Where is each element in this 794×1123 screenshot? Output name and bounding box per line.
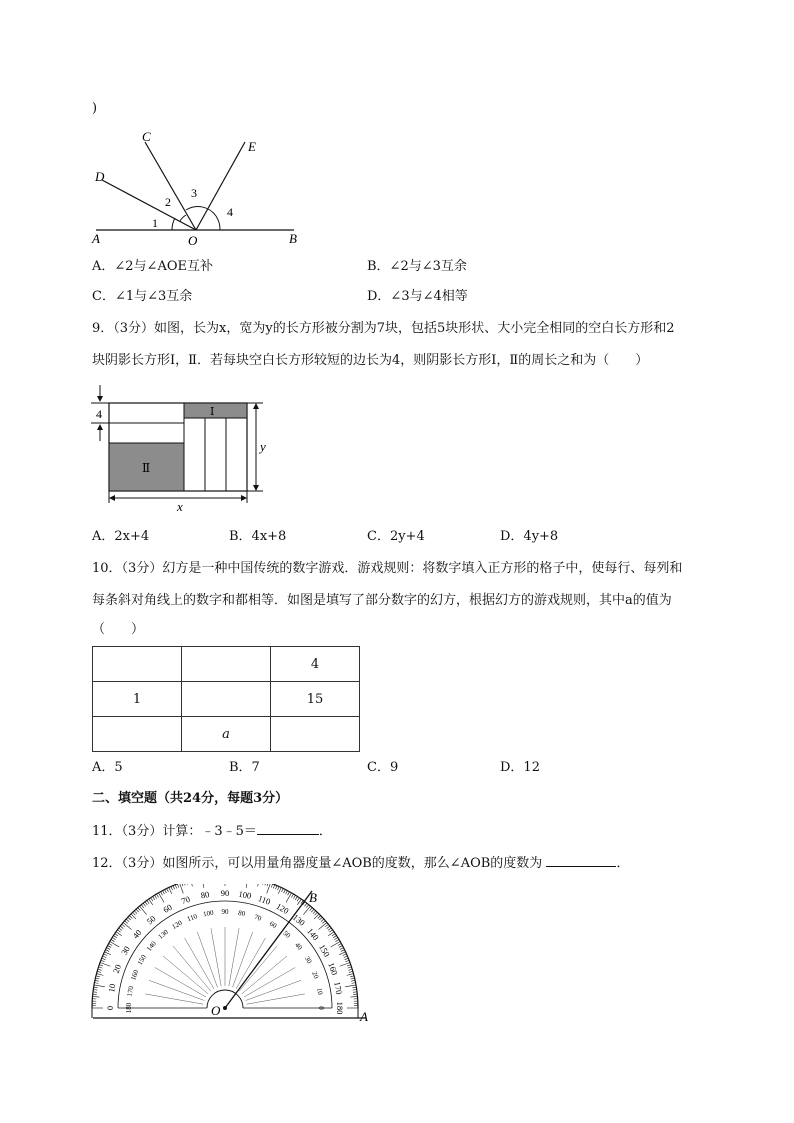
q9-option-a[interactable]: A．2x+4 [92, 529, 150, 544]
magic-cell [93, 717, 182, 752]
svg-text:110: 110 [185, 912, 199, 924]
label-C: C [142, 129, 151, 144]
svg-text:180: 180 [335, 1001, 345, 1015]
svg-text:10: 10 [314, 987, 325, 996]
table-row [93, 682, 360, 717]
q9-option-d[interactable]: D．4y+8 [500, 529, 559, 544]
q10-option-b[interactable]: B．7 [229, 760, 260, 775]
angle-label-4: 4 [227, 205, 233, 219]
q9-label-I: Ⅰ [210, 406, 215, 418]
label-A: A [92, 231, 100, 246]
q10-stem-line3: （ ） [92, 622, 145, 637]
label-B: B [289, 231, 297, 246]
svg-text:30: 30 [302, 954, 314, 966]
magic-cell: 15 [271, 682, 360, 717]
svg-text:70: 70 [179, 893, 192, 907]
q12-end: ． [616, 856, 630, 871]
magic-cell [271, 717, 360, 752]
q12-text: 12．（3分）如图所示，可以用量角器度量∠AOB的度数，那么∠AOB的度数为 [92, 856, 543, 871]
svg-text:140: 140 [305, 925, 322, 943]
label-O: O [188, 233, 198, 248]
q8-continuation: ) [92, 101, 98, 116]
q8-option-b[interactable]: B．∠2与∠3互余 [367, 259, 467, 274]
q11-text: 11．（3分）计算：﹣3﹣5＝ [92, 824, 257, 839]
svg-text:80: 80 [237, 908, 246, 919]
q8-option-c[interactable]: C．∠1与∠3互余 [92, 289, 193, 304]
table-row [93, 717, 360, 752]
svg-text:30: 30 [118, 944, 132, 957]
section-title: 二、填空题（共24分，每题3分） [92, 791, 289, 806]
q8-option-a[interactable]: A．∠2与∠AOE互补 [92, 259, 213, 274]
svg-text:40: 40 [130, 927, 144, 941]
q12-stem [92, 853, 629, 872]
angle-label-3: 3 [191, 186, 197, 200]
svg-text:50: 50 [281, 929, 292, 940]
angle-label-2: 2 [165, 195, 171, 209]
q9-option-c[interactable]: C．2y+4 [367, 529, 425, 544]
svg-text:70: 70 [253, 912, 263, 923]
svg-text:0: 0 [317, 1006, 325, 1010]
svg-text:170: 170 [125, 985, 136, 998]
label-D: D [95, 169, 105, 184]
magic-cell: 4 [271, 647, 360, 682]
q8-angle-figure [88, 126, 318, 250]
q10-option-a[interactable]: A．5 [92, 760, 123, 775]
svg-text:90: 90 [221, 908, 229, 916]
magic-cell-a: a [182, 717, 271, 752]
svg-text:100: 100 [202, 908, 215, 919]
svg-text:20: 20 [110, 962, 124, 975]
protractor-label-A: A [360, 1009, 368, 1024]
q9-label-x: x [177, 499, 183, 514]
q12-answer-blank[interactable] [546, 853, 616, 867]
svg-text:130: 130 [156, 928, 170, 941]
svg-text:180: 180 [125, 1002, 133, 1014]
q9-option-b[interactable]: B．4x+8 [229, 529, 287, 544]
svg-text:160: 160 [326, 960, 340, 977]
q11-answer-blank[interactable] [257, 821, 319, 835]
q9-label-II: Ⅱ [142, 461, 151, 475]
magic-cell [93, 647, 182, 682]
q9-label-y: y [260, 439, 266, 454]
q10-stem-line2: 每条斜对角线上的数字和都相等．如图是填写了部分数字的幻方，根据幻方的游戏规则，其中a的值为 [92, 593, 672, 608]
svg-text:10: 10 [106, 982, 118, 994]
svg-text:20: 20 [310, 970, 321, 980]
q9-stem-line2: 块阴影长方形Ⅰ，Ⅱ．若每块空白长方形较短的边长为4，则阴影长方形Ⅰ，Ⅱ的周长之和为（ ） [92, 353, 649, 368]
svg-text:170: 170 [332, 980, 345, 996]
q9-label-4: 4 [96, 407, 102, 421]
q10-option-d[interactable]: D．12 [500, 760, 540, 775]
angle-label-1: 1 [152, 216, 158, 230]
protractor-label-B: B [309, 890, 317, 905]
svg-text:40: 40 [293, 941, 304, 952]
svg-text:110: 110 [256, 893, 272, 907]
magic-square-table [92, 646, 360, 752]
table-row [93, 647, 360, 682]
svg-text:80: 80 [199, 889, 211, 901]
svg-text:130: 130 [290, 911, 308, 928]
svg-text:150: 150 [317, 942, 333, 959]
q9-stem-line1: 9．（3分）如图，长为x，宽为y的长方形被分割为7块，包括5块形状、大小完全相同的空白长方形和2 [92, 321, 675, 336]
svg-text:150: 150 [135, 953, 148, 967]
protractor-label-O: O [211, 1003, 221, 1018]
svg-text:120: 120 [170, 918, 184, 931]
svg-text:50: 50 [144, 913, 158, 927]
svg-text:140: 140 [145, 939, 158, 953]
q10-option-c[interactable]: C．9 [367, 760, 399, 775]
svg-text:90: 90 [220, 888, 230, 898]
magic-cell [182, 682, 271, 717]
magic-cell: 1 [93, 682, 182, 717]
svg-text:160: 160 [129, 968, 141, 982]
protractor-figure [88, 884, 378, 1024]
q10-stem-line1: 10．（3分）幻方是一种中国传统的数字游戏．游戏规则：将数字填入正方形的格子中，使每行、每列和 [92, 561, 683, 576]
svg-text:0: 0 [105, 1005, 115, 1011]
svg-text:100: 100 [237, 888, 253, 901]
q8-option-d[interactable]: D．∠3与∠4相等 [367, 289, 468, 304]
magic-cell [182, 647, 271, 682]
svg-text:60: 60 [161, 901, 174, 915]
label-E: E [248, 139, 256, 154]
svg-text:60: 60 [267, 919, 279, 931]
q9-rectangle-figure [88, 381, 288, 517]
q11-end: ． [318, 824, 332, 839]
q11-stem [92, 821, 332, 840]
svg-text:120: 120 [274, 900, 291, 916]
